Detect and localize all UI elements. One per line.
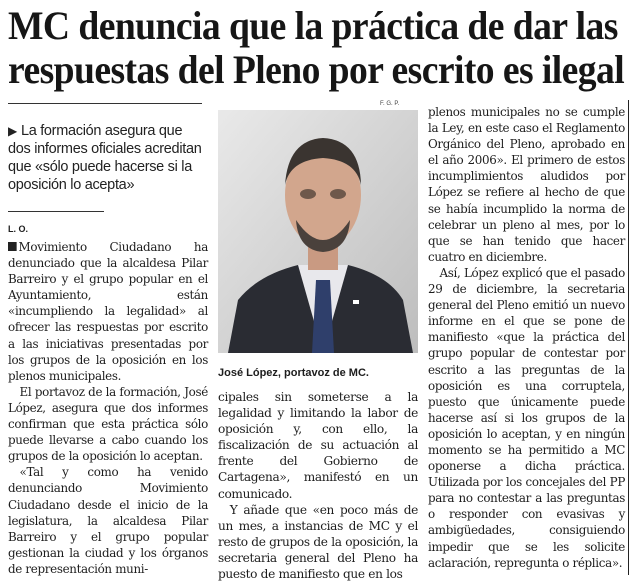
paragraph: cipales sin someterse a la legalidad y limitando la labor de oposición y, con ello, la fiscalización de su actuación al frente del Gobierno de Cartagena», manifestó en un comunicado. bbox=[218, 389, 418, 501]
headline: MC denuncia que la práctica de dar las respuestas del Pleno por escrito es ilegal bbox=[8, 3, 625, 92]
paragraph: El portavoz de la formación, José López, asegura que dos informes confirman que esta práctica sólo puede llevarse a cabo cuando los grupos de la oposición lo aceptan. bbox=[8, 383, 208, 464]
subhead-text: La formación asegura que dos informes oficiales acreditan que «sólo puede hacerse si la oposición lo acepta» bbox=[8, 123, 202, 193]
paragraph: «Tal y como ha venido denunciando Movimiento Ciudadano desde el inicio de la legislatura, la alcaldesa Pilar Barreiro y el grupo popular gestionan la ciudad y los órganos de representación muni- bbox=[8, 464, 208, 576]
divider bbox=[8, 103, 202, 104]
byline: L. O. bbox=[8, 224, 28, 234]
paragraph: plenos municipales no se cumple la Ley, en este caso el Reglamento Orgánico del Pleno, aprobado en el año 2006». El primero de estos incumplimientos aludidos por López se refiere al hecho de que se había incumplido la norma de celebrar un pleno al mes, por lo que se han tenido que hacer cuatro en diciembre. bbox=[428, 104, 625, 264]
paragraph: Así, López explicó que el pasado 29 de diciembre, la secretaria general del Pleno emitió un nuevo informe en el que se pone de manifiesto «que la práctica del grupo popular de contestar por escrito a las preguntas de la oposición es una corruptela, puesto que únicamente puede hacerse así si los grupos de la oposición lo aceptan, y en ningún momento se ha permitido a MC oponerse a dicha práctica. Utilizada por los concejales del PP para no contestar a las preguntas o responder con evasivas y ambigüedades, consiguiendo impedir que se les solicite aclaración, repregunta o réplica». bbox=[428, 264, 625, 570]
triangle-bullet-icon: ▶ bbox=[8, 124, 17, 138]
square-bullet-icon bbox=[8, 242, 17, 251]
paragraph bbox=[8, 239, 208, 384]
paragraph-text: Movimiento Ciudadano ha denunciado que la alcaldesa Pilar Barreiro y el grupo popular en el Ayuntamiento, están «incumpliendo la legalidad» al ofrecer las respuestas por escrito a las iniciativas presentadas por los grupos de la oposición en los plenos municipales. bbox=[8, 239, 208, 383]
paragraph: Y añade que «en poco más de un mes, a instancias de MC y el resto de grupos de la oposición, la secretaria general del Pleno ha puesto de manifiesto que en los bbox=[218, 501, 418, 582]
subheadline bbox=[8, 122, 208, 194]
divider bbox=[8, 211, 104, 212]
photo-credit: F. G. P. bbox=[380, 101, 400, 107]
column-2 bbox=[218, 389, 418, 582]
column-3 bbox=[428, 104, 625, 571]
column-1 bbox=[8, 239, 208, 577]
portrait-photo bbox=[218, 110, 418, 353]
column-rule bbox=[628, 100, 629, 575]
photo-caption: José López, portavoz de MC. bbox=[218, 367, 369, 379]
